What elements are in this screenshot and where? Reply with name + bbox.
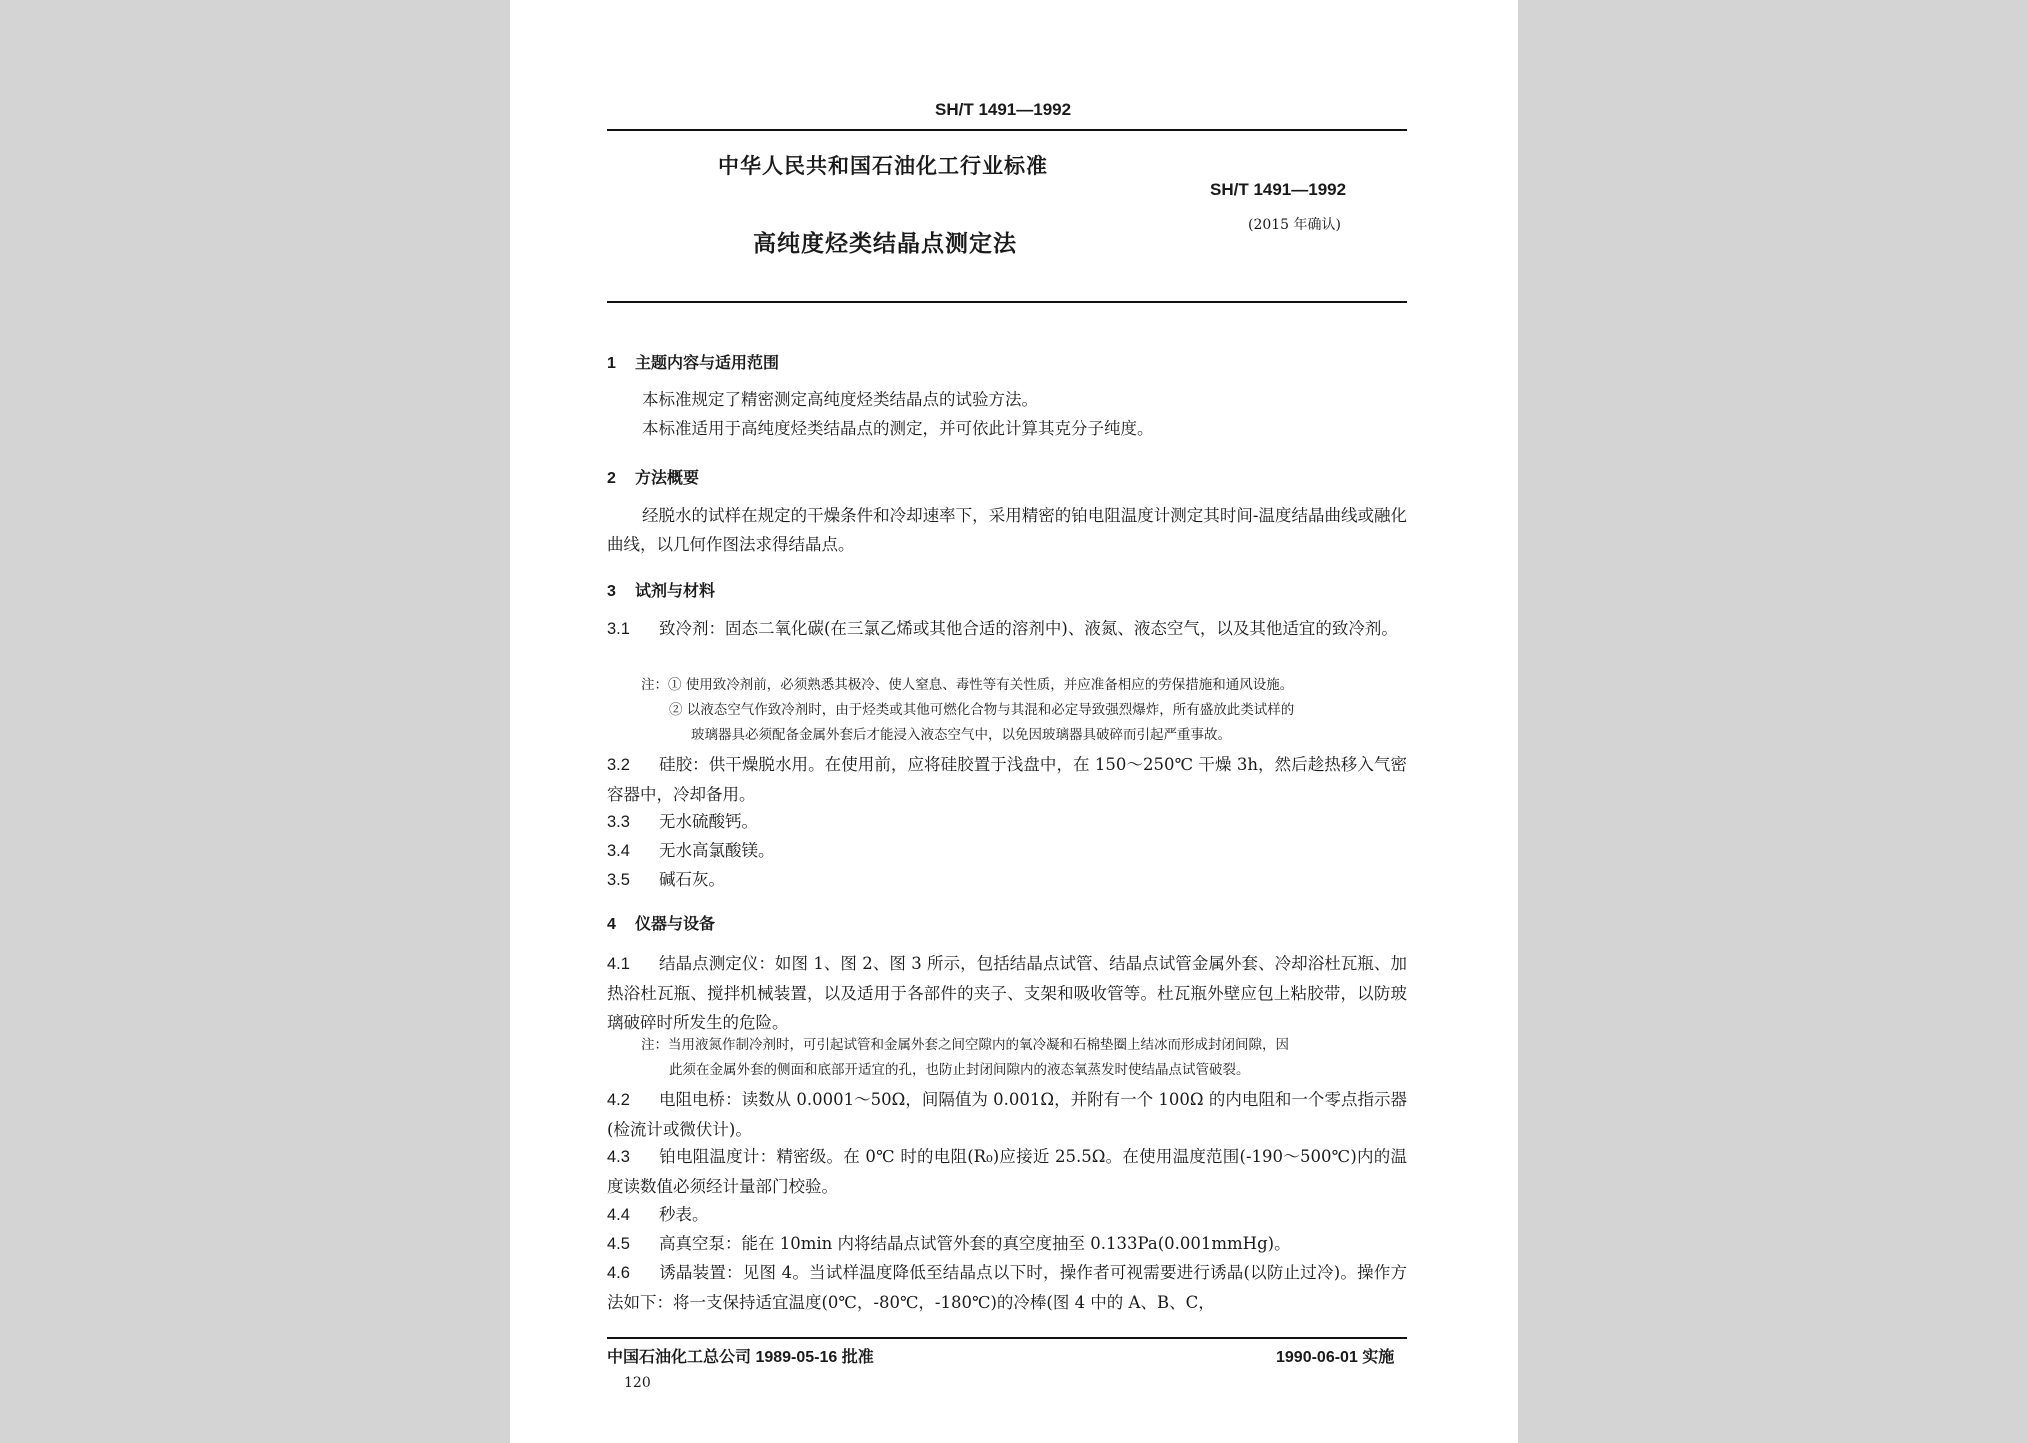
item-4-1: 4.1 结晶点测定仪：如图 1、图 2、图 3 所示，包括结晶点试管、结晶点试管金属外套、冷却浴杜瓦瓶、加热浴杜瓦瓶、搅拌机械装置，以及适用于各部件的夹子、支架和吸收管等。杜瓦瓶外壁应包上粘胶带，以防玻璃破碎时所发生的危险。 — [607, 954, 1407, 1032]
item-4-5: 4.5 高真空泵：能在 10min 内将结晶点试管外套的真空度抽至 0.133Pa(0.001mmHg)。 — [607, 1234, 1291, 1253]
section-1-paragraph-1: 本标准规定了精密测定高纯度烃类结晶点的试验方法。 — [642, 390, 1038, 409]
document-page — [510, 0, 1518, 1443]
page-number: 120 — [624, 1375, 651, 1391]
item-4-3: 4.3 铂电阻温度计：精密级。在 0℃ 时的电阻(R₀)应接近 25.5Ω。在使用温度范围(-190～500℃)内的温度读数值必须经计量部门校验。 — [607, 1147, 1407, 1196]
note-4-1-a: 注：当用液氮作制冷剂时，可引起试管和金属外套之间空隙内的氧冷凝和石棉垫圈上结冰而形成封闭间隙，因 — [641, 1037, 1289, 1053]
item-3-5: 3.5 碱石灰。 — [607, 870, 725, 889]
footer-rule — [607, 1337, 1407, 1339]
approval-line: 中国石油化工总公司 1989-05-16 批准 — [607, 1349, 874, 1366]
title-rule — [607, 301, 1407, 303]
header-standard-code: SH/T 1491—1992 — [935, 100, 1072, 119]
standard-type: 中华人民共和国石油化工行业标准 — [718, 153, 1048, 178]
section-4-heading: 4 仪器与设备 — [607, 916, 716, 933]
item-3-3: 3.3 无水硫酸钙。 — [607, 812, 758, 831]
item-3-4: 3.4 无水高氯酸镁。 — [607, 841, 775, 860]
section-2-heading: 2 方法概要 — [607, 470, 700, 487]
section-1-heading: 1 主题内容与适用范围 — [607, 355, 780, 372]
document-title: 高纯度烃类结晶点测定法 — [753, 230, 1017, 257]
confirmation-note: (2015 年确认) — [1248, 217, 1342, 233]
item-3-2: 3.2 硅胶：供干燥脱水用。在使用前，应将硅胶置于浅盘中，在 150～250℃ 干燥 3h，然后趁热移入气密容器中，冷却备用。 — [607, 755, 1407, 804]
note-3-1-b: ② 以液态空气作致冷剂时，由于烃类或其他可燃化合物与其混和必定导致强烈爆炸，所有盛放此类试样的 — [669, 702, 1295, 718]
section-2-paragraph: 经脱水的试样在规定的干燥条件和冷却速率下，采用精密的铂电阻温度计测定其时间-温度结晶曲线或融化曲线，以几何作图法求得结晶点。 — [607, 506, 1407, 554]
item-4-6: 4.6 诱晶装置：见图 4。当试样温度降低至结晶点以下时，操作者可视需要进行诱晶(以防止过冷)。操作方法如下：将一支保持适宜温度(0℃，-80℃，-180℃)的冷棒(图 4 中的 A、B、C， — [607, 1263, 1407, 1312]
section-3-heading: 3 试剂与材料 — [607, 583, 716, 600]
section-1-paragraph-2: 本标准适用于高纯度烃类结晶点的测定，并可依此计算其克分子纯度。 — [642, 419, 1154, 438]
implementation-date: 1990-06-01 实施 — [1276, 1349, 1395, 1366]
item-3-1: 3.1 致冷剂：固态二氧化碳(在三氯乙烯或其他合适的溶剂中)、液氮、液态空气，以及其他适宜的致冷剂。 — [607, 619, 1398, 638]
note-3-1-c: 玻璃器具必须配备金属外套后才能浸入液态空气中，以免因玻璃器具破碎而引起严重事故。 — [691, 727, 1231, 743]
note-3-1-a: 注：① 使用致冷剂前，必须熟悉其极冷、使人窒息、毒性等有关性质，并应准备相应的劳保措施和通风设施。 — [641, 677, 1294, 693]
header-rule — [607, 129, 1407, 131]
item-4-2: 4.2 电阻电桥：读数从 0.0001～50Ω，间隔值为 0.001Ω，并附有一个 100Ω 的内电阻和一个零点指示器(检流计或微伏计)。 — [607, 1090, 1407, 1139]
item-4-4: 4.4 秒表。 — [607, 1205, 709, 1224]
standard-code: SH/T 1491—1992 — [1210, 180, 1347, 199]
note-4-1-b: 此须在金属外套的侧面和底部开适宜的孔，也防止封闭间隙内的液态氧蒸发时使结晶点试管破裂。 — [669, 1062, 1250, 1078]
